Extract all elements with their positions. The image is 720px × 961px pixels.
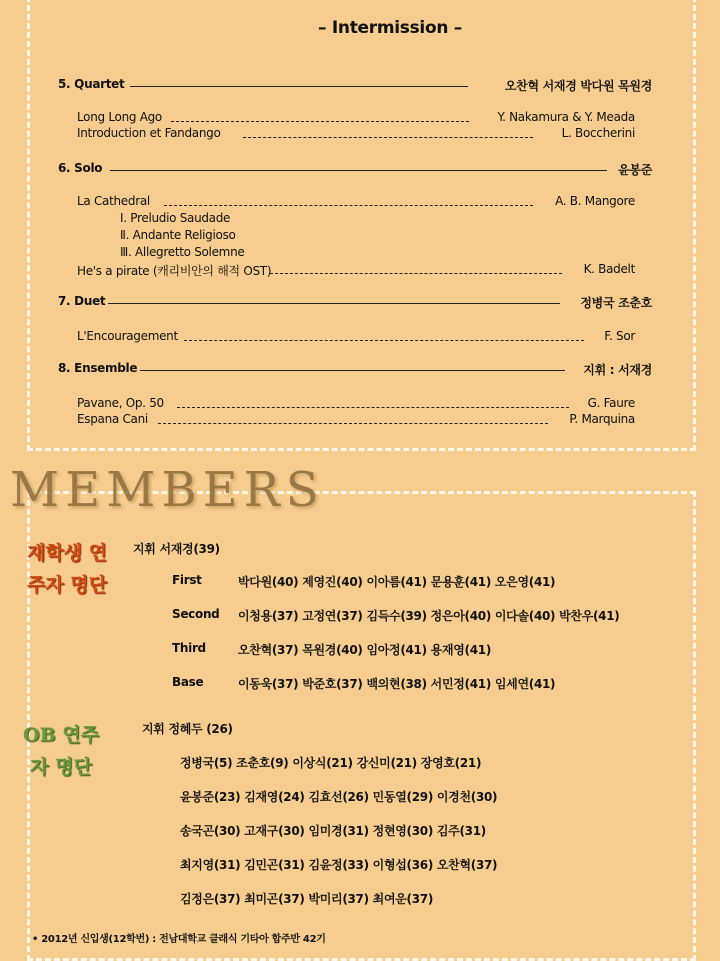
- section-performers: 지휘 : 서재경: [583, 363, 652, 377]
- piece-composer: F. Sor: [604, 329, 635, 343]
- piece-title: Ⅰ. Preludio Saudade: [120, 211, 231, 225]
- piece-composer: A. B. Mangore: [555, 194, 635, 208]
- dotted-leader: [171, 121, 469, 122]
- dotted-leader: [158, 423, 548, 424]
- piece-composer: Y. Nakamura & Y. Meada: [497, 110, 635, 124]
- piece-title: L'Encouragement: [77, 329, 178, 343]
- piece-composer: P. Marquina: [569, 412, 635, 426]
- piece-title: Ⅱ. Andante Religioso: [120, 228, 236, 242]
- part-label: Base: [172, 675, 204, 689]
- part-label: Second: [172, 607, 220, 621]
- section-heading: 5. Quartet: [58, 77, 125, 91]
- intermission-title: – Intermission –: [318, 18, 462, 38]
- piece-title: La Cathedral: [77, 194, 150, 208]
- dotted-leader: [177, 407, 569, 408]
- section-heading: 6. Solo: [58, 161, 103, 175]
- section-heading: 7. Duet: [58, 294, 106, 308]
- ob-members-row: 최지영(31) 김민곤(31) 김윤정(33) 이형섭(36) 오찬혁(37): [180, 858, 498, 872]
- leader-line: [140, 370, 565, 371]
- dotted-leader: [164, 205, 533, 206]
- piece-title: Introduction et Fandango: [77, 126, 221, 140]
- part-label: First: [172, 573, 202, 587]
- dotted-leader: [243, 137, 533, 138]
- piece-title: Ⅲ. Allegretto Solemne: [120, 245, 245, 259]
- section-performers: 윤봉준: [618, 163, 652, 177]
- piece-title: Long Long Ago: [77, 110, 162, 124]
- part-members: 박다원(40) 제영진(40) 이아름(41) 문용훈(41) 오은영(41): [238, 575, 556, 589]
- leader-line: [108, 303, 560, 304]
- leader-line: [110, 170, 607, 171]
- ob-members-row: 송국곤(30) 고재구(30) 임미경(31) 정현영(30) 김주(31): [180, 824, 486, 838]
- piece-title: He's a pirate (캐리비안의 해적 OST): [77, 264, 272, 278]
- students-conductor: 지휘 서재경(39): [133, 542, 220, 556]
- students-label: 재학생 연주자 명단: [26, 542, 108, 596]
- piece-composer: G. Faure: [587, 396, 635, 410]
- part-label: Third: [172, 641, 206, 655]
- members-title: MEMBERS: [10, 462, 325, 518]
- section-heading: 8. Ensemble: [58, 361, 138, 375]
- footer-note: • 2012년 신입생(12학번) : 전남대학교 클래식 기타아 합주반 42기: [32, 934, 326, 945]
- piece-composer: K. Badelt: [583, 262, 635, 276]
- ob-members-row: 윤봉준(23) 김재영(24) 김효선(26) 민동열(29) 이경천(30): [180, 790, 498, 804]
- piece-title: Pavane, Op. 50: [77, 396, 164, 410]
- piece-title: Espana Cani: [77, 412, 148, 426]
- part-members: 오찬혁(37) 목원경(40) 임아정(41) 용재영(41): [238, 643, 492, 657]
- ob-label: OB 연주자 명단: [23, 724, 99, 778]
- piece-composer: L. Boccherini: [561, 126, 635, 140]
- leader-line: [130, 86, 468, 87]
- ob-members-row: 김정은(37) 최미곤(37) 박미리(37) 최여운(37): [180, 892, 434, 906]
- part-members: 이청용(37) 고정연(37) 김득수(39) 정은아(40) 이다솔(40) 박찬우(41): [238, 609, 620, 623]
- section-performers: 정병국 조춘호: [580, 296, 652, 310]
- ob-members-row: 정병국(5) 조춘호(9) 이상식(21) 강신미(21) 장영호(21): [180, 756, 482, 770]
- dotted-leader: [270, 273, 562, 274]
- part-members: 이동욱(37) 박준호(37) 백의현(38) 서민정(41) 임세연(41): [238, 677, 556, 691]
- dotted-leader: [184, 340, 584, 341]
- section-performers: 오찬혁 서재경 박다원 목원경: [504, 79, 652, 93]
- ob-conductor: 지휘 정혜두 (26): [142, 722, 233, 736]
- program-frame: [27, 0, 696, 451]
